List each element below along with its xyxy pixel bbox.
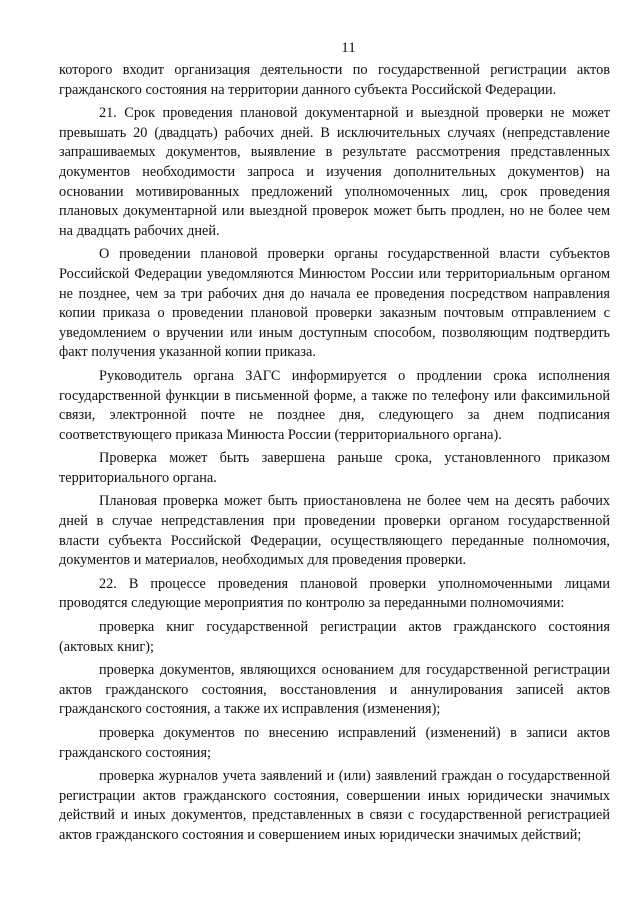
list-item-journals: проверка журналов учета заявлений и (или) заявлений граждан о государственной регистрации актов гражданского состояния, совершении иных юридически значимых действий и иных документов, представленных в связи с государственной регистрацией актов гражданского состояния и совершением иных юридически значимых действий; bbox=[59, 768, 610, 843]
paragraph-continuation: которого входит организация деятельности по государственной регистрации актов гражданского состояния на территории данного субъекта Российской Федерации. bbox=[59, 62, 610, 98]
paragraph-suspension: Плановая проверка может быть приостановлена не более чем на десять рабочих дней в случае непредставления при проведении проверки органом государственной власти субъекта Российской Федерации, осуществляющего переданные полномочия, документов и материалов, необходимых для проведения проверки. bbox=[59, 493, 610, 569]
paragraph-21-term: 21. Срок проведения плановой документарной и выездной проверки не может превышать 20 (двадцать) рабочих дней. В исключительных случаях (непредставление запрашиваемых документов, выявление в результате рассмотрения представленных документов необходимости запроса и изучения дополнительных документов) на основании мотивированных предложений уполномоченных лиц, срок проведения плановых документарной или выездной проверок может быть продлен, но не более чем на двадцать рабочих дней. bbox=[59, 105, 610, 239]
page-number: 11 bbox=[341, 40, 356, 56]
paragraph-22-measures: 22. В процессе проведения плановой проверки уполномоченными лицами проводятся следующие мероприятия по контролю за переданными полномочиями: bbox=[59, 575, 610, 612]
paragraph-notification: О проведении плановой проверки органы государственной власти субъектов Российской Федерации уведомляются Минюстом России или территориальным органом не позднее, чем за три рабочих дня до начала ее проведения посредством направления копии приказа о проведении плановой проверки заказным почтовым отправлением с уведомлением о вручении или иным доступным способом, позволяющим подтвердить факт получения указанной копии приказа. bbox=[59, 246, 610, 361]
list-item-act-books: проверка книг государственной регистрации актов гражданского состояния (актовых книг); bbox=[59, 619, 610, 655]
list-item-basis-documents: проверка документов, являющихся основанием для государственной регистрации актов гражданского состояния, восстановления и аннулирования записей актов гражданского состояния, а также их исправления (изменения); bbox=[59, 662, 610, 718]
paragraph-early-completion: Проверка может быть завершена раньше срока, установленного приказом территориального органа. bbox=[59, 450, 610, 486]
list-item-corrections: проверка документов по внесению исправлений (изменений) в записи актов гражданского состояния; bbox=[59, 725, 610, 761]
paragraph-zags-informed: Руководитель органа ЗАГС информируется о продлении срока исполнения государственной функции в письменной форме, а также по телефону или факсимильной связи, электронной почте не позднее дня, следующего за днем подписания соответствующего приказа Минюста России (территориального органа). bbox=[59, 367, 610, 443]
